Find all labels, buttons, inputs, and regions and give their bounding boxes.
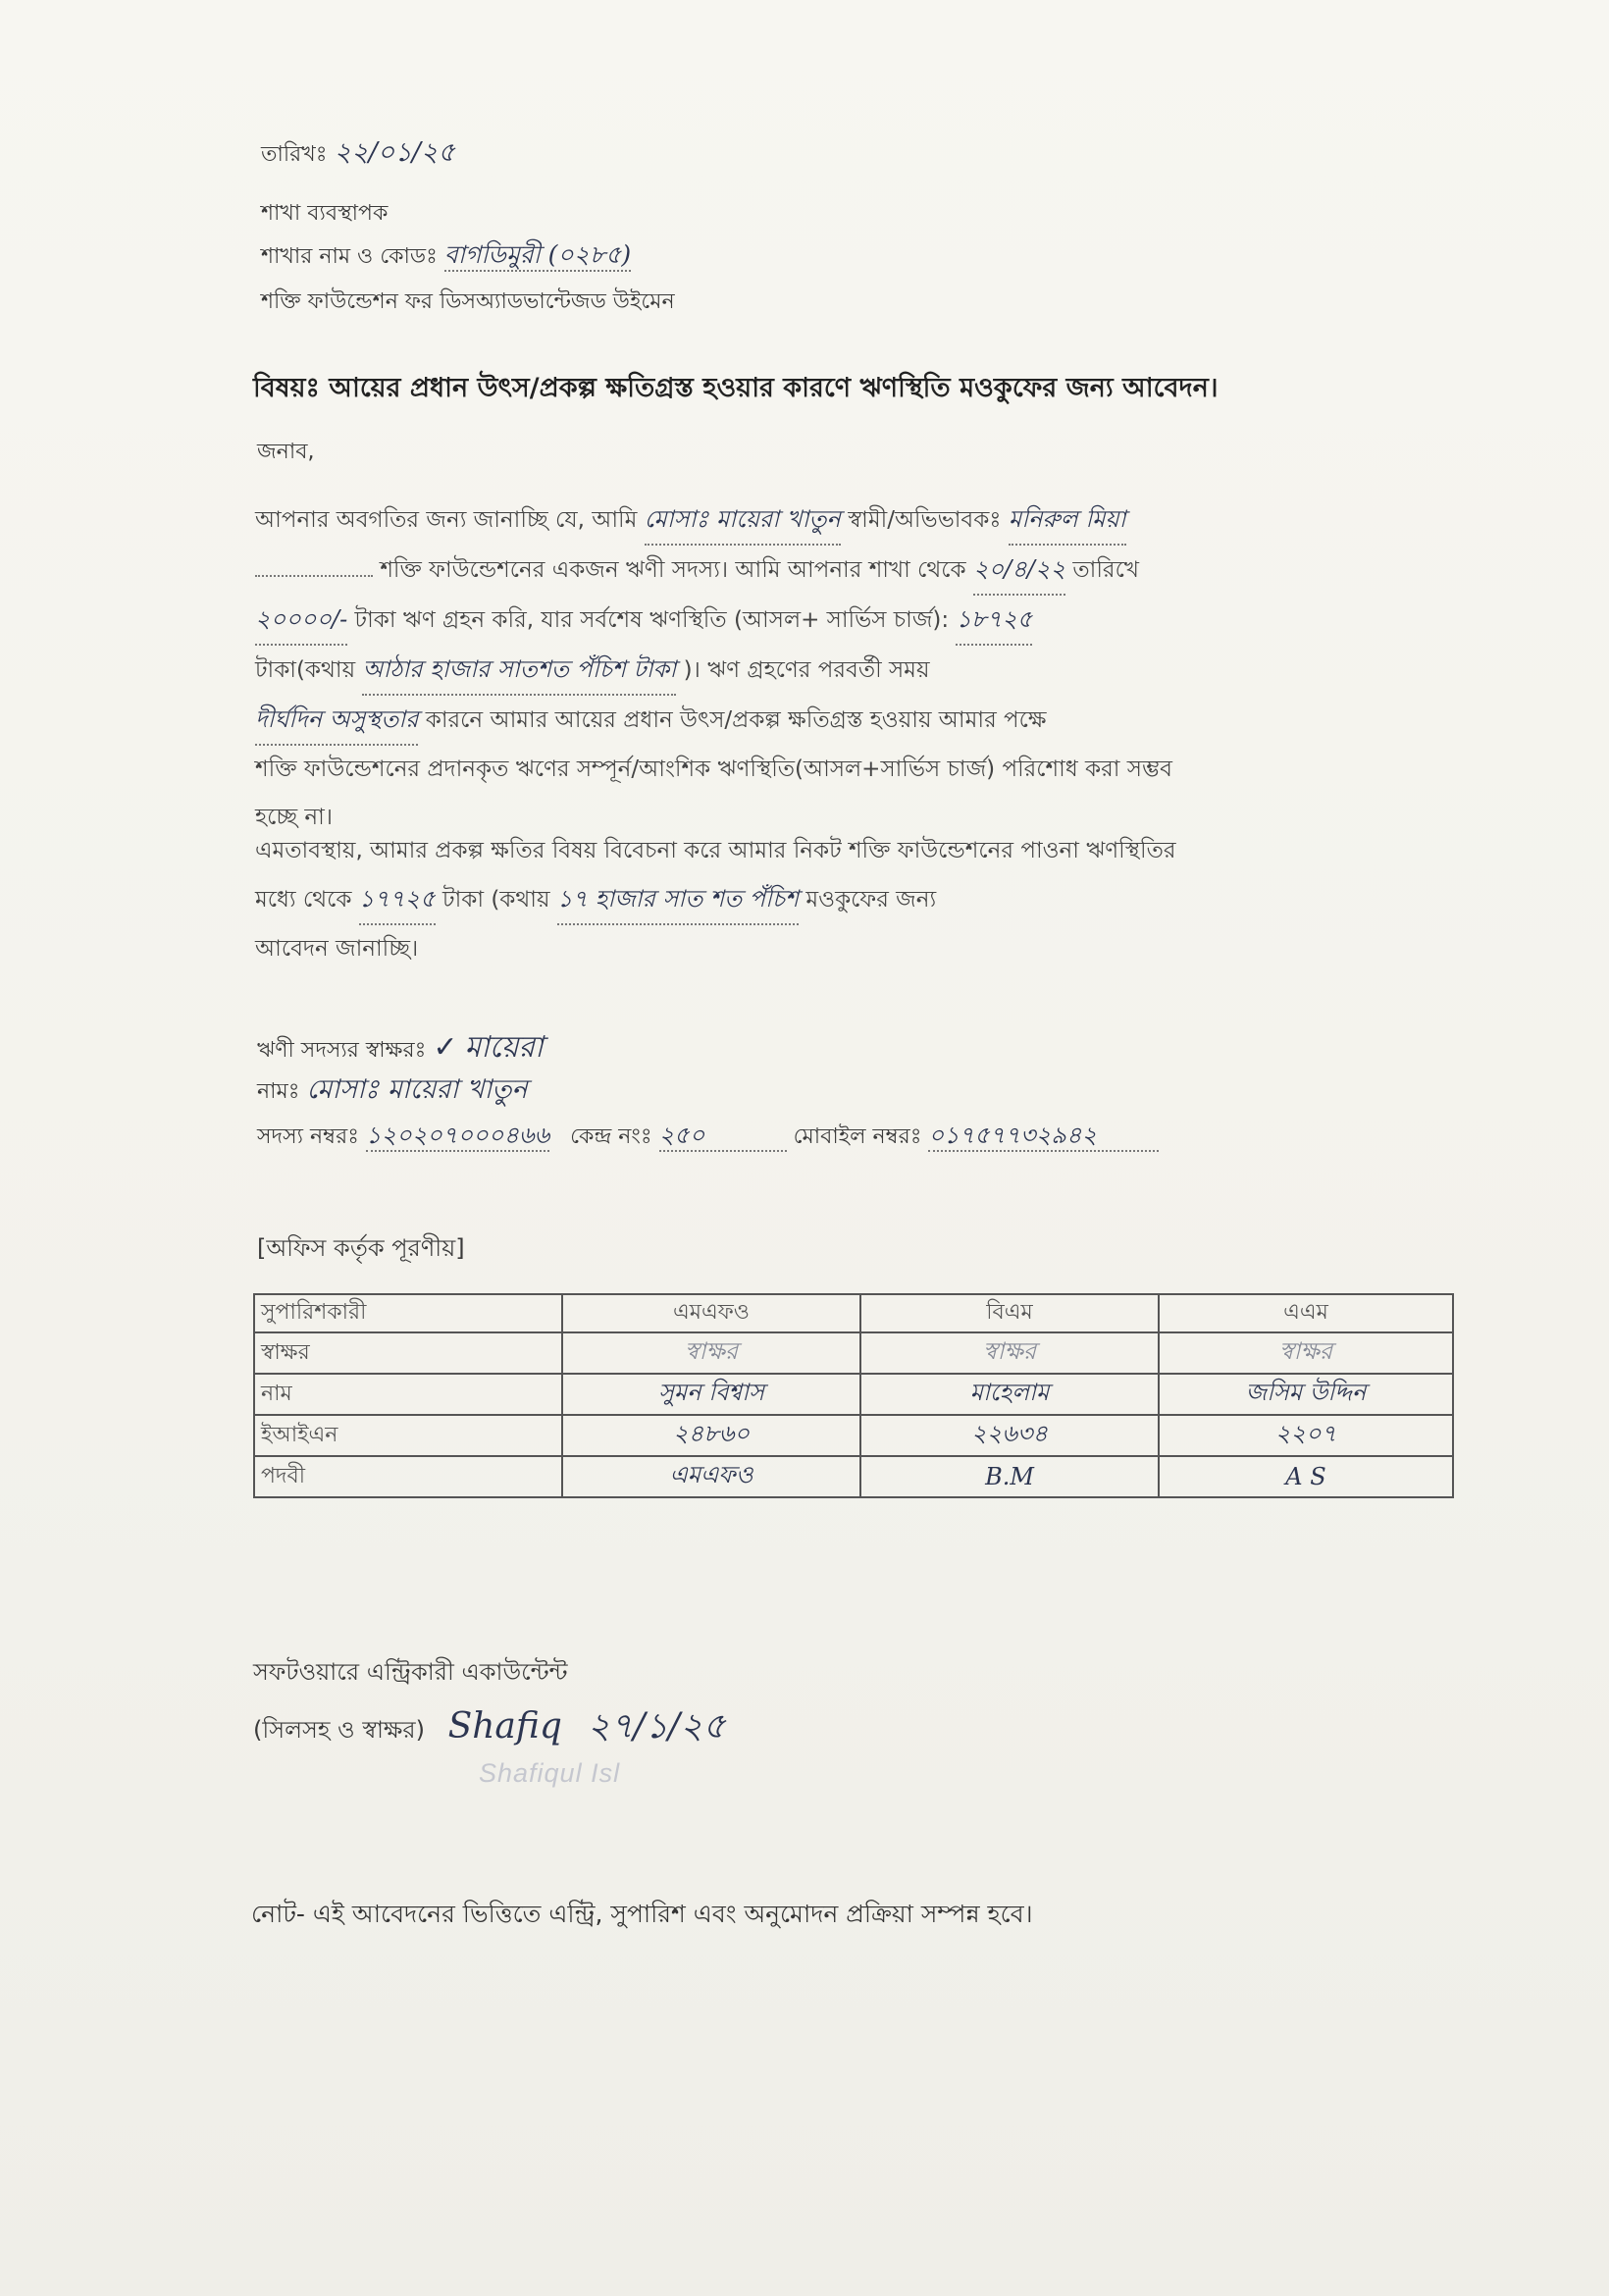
- body1-line7-text: হচ্ছে না।: [255, 805, 334, 830]
- table-cell: সুমন বিশ্বাস: [562, 1374, 860, 1415]
- table-cell: মাহেলাম: [860, 1374, 1159, 1415]
- member-id-handwritten: ১২০২০৭০০০৪৬৬: [366, 1122, 549, 1152]
- body2-line1-text: এমতাবস্থায়, আমার প্রকল্প ক্ষতির বিষয় বিবেচনা করে আমার নিকট শক্তি ফাউন্ডেশনের পাওনা ঋণস্থিতির: [255, 838, 1176, 863]
- member-id-label: সদস্য নম্বরঃ: [257, 1124, 359, 1149]
- loan-date-handwritten: ২০/৪/২২: [973, 546, 1065, 596]
- body-paragraph-1: [255, 496, 1462, 842]
- table-row: [254, 1374, 1453, 1415]
- waiver-amount-handwritten: ১৭৭২৫: [359, 875, 436, 925]
- balance-in-words-handwritten: আঠার হাজার সাতশত পঁচিশ টাকা: [362, 646, 676, 696]
- in-words-label: টাকা(কথায়: [255, 657, 356, 683]
- body1-line3-text: টাকা ঋণ গ্রহন করি, যার সর্বশেষ ঋণস্থিতি (আসল+ সার্ভিস চার্জ):: [354, 607, 950, 633]
- table-cell: ২২৬৩৪: [860, 1415, 1159, 1456]
- guardian-name-handwritten: মনিরুল মিয়া: [1009, 496, 1126, 546]
- date-value: ২২/০১/২৫: [334, 137, 455, 168]
- signature-cell: স্বাক্ষর: [562, 1332, 860, 1374]
- row-label: স্বাক্ষর: [254, 1332, 562, 1374]
- table-cell: ২২০৭: [1159, 1415, 1453, 1456]
- table-header-cell: এএম: [1159, 1294, 1453, 1332]
- body2-line2-b: টাকা (কথায়: [442, 887, 550, 913]
- organization-name: শক্তি ফাউন্ডেশন ফর ডিসঅ্যাডভান্টেজড উইমেন: [261, 289, 675, 314]
- table-row: [254, 1415, 1453, 1456]
- seal-label: (সিলসহ ও স্বাক্ষর): [253, 1716, 425, 1744]
- branch-label: শাখার নাম ও কোডঃ: [261, 244, 438, 269]
- applicant-name-handwritten: মোসাঃ মায়েরা খাতুন: [645, 496, 841, 546]
- accountant-seal-stamp: Shafiqul Isl: [479, 1758, 621, 1788]
- addressee: শাখা ব্যবস্থাপক: [261, 201, 389, 226]
- subject-line: বিষয়ঃ আয়ের প্রধান উৎস/প্রকল্প ক্ষতিগ্রস্ত হওয়ার কারণে ঋণস্থিতি মওকুফের জন্য আবেদন।: [253, 373, 1219, 403]
- member-signature: মায়েরা: [464, 1030, 544, 1065]
- reason-handwritten: দীর্ঘদিন অসুস্থতার: [255, 696, 418, 746]
- body1-line1-text: আপনার অবগতির জন্য জানাচ্ছি যে, আমি: [255, 507, 638, 533]
- loan-balance-handwritten: ১৮৭২৫: [956, 596, 1032, 646]
- branch-value: বাগডিমুরী (০২৮৫): [444, 240, 631, 272]
- branch-line: [261, 240, 631, 272]
- center-label: কেন্দ্র নংঃ: [570, 1124, 652, 1149]
- member-signature-label: ঋণী সদস্যর স্বাক্ষরঃ: [257, 1038, 427, 1063]
- mobile-number-handwritten: ০১৭৫৭৭৩২৯৪২: [928, 1122, 1159, 1152]
- body2-line2-c: মওকুফের জন্য: [805, 887, 937, 913]
- accountant-title: সফটওয়ারে এন্ট্রিকারী একাউন্টেন্ট: [253, 1658, 568, 1686]
- blank-dots: [255, 575, 373, 577]
- signature-cell: স্বাক্ষর: [860, 1332, 1159, 1374]
- member-name-label: নামঃ: [257, 1079, 300, 1104]
- table-row: [254, 1456, 1453, 1497]
- body1-line6-text: শক্তি ফাউন্ডেশনের প্রদানকৃত ঋণের সম্পূর্ন/আংশিক ঋণস্থিতি(আসল+সার্ভিস চার্জ) পরিশোধ করা সম্ভব: [255, 757, 1172, 782]
- row-label: পদবী: [254, 1456, 562, 1497]
- date-line: [261, 137, 455, 169]
- date-label: তারিখঃ: [261, 142, 328, 167]
- table-cell: ২৪৮৬০: [562, 1415, 860, 1456]
- body1-line2-end: তারিখে: [1072, 557, 1139, 583]
- row-label: ইআইএন: [254, 1415, 562, 1456]
- body1-line5-text: কারনে আমার আয়ের প্রধান উৎস/প্রকল্প ক্ষতিগ্রস্ত হওয়ায় আমার পক্ষে: [425, 707, 1047, 733]
- table-cell: B.M: [860, 1456, 1159, 1497]
- tick-mark-icon: ✓: [433, 1030, 458, 1065]
- body1-line4-text: )। ঋণ গ্রহণের পরবর্তী সময়: [683, 657, 930, 683]
- table-cell: এমএফও: [562, 1456, 860, 1497]
- member-name-handwritten: মোসাঃ মায়েরা খাতুন: [306, 1074, 528, 1105]
- body-paragraph-2: [255, 827, 1462, 973]
- accountant-seal-line: [253, 1705, 726, 1748]
- row-label: নাম: [254, 1374, 562, 1415]
- guardian-label: স্বামী/অভিভাবকঃ: [848, 507, 1002, 533]
- waiver-in-words-handwritten: ১৭ হাজার সাত শত পঁচিশ: [557, 875, 799, 925]
- table-header-cell: এমএফও: [562, 1294, 860, 1332]
- office-use-caption: [অফিস কর্তৃক পূরণীয়]: [257, 1234, 465, 1262]
- body1-line2-text: শক্তি ফাউন্ডেশনের একজন ঋণী সদস্য। আমি আপনার শাখা থেকে: [380, 557, 966, 583]
- table-cell: A S: [1159, 1456, 1453, 1497]
- salutation: জনাব,: [257, 440, 315, 464]
- footer-note: নোট- এই আবেদনের ভিত্তিতে এন্ট্রি, সুপারিশ এবং অনুমোদন প্রক্রিয়া সম্পন্ন হবে।: [251, 1900, 1033, 1928]
- loan-amount-handwritten: ২০০০০/-: [255, 596, 347, 646]
- office-recommendation-table: [253, 1293, 1454, 1498]
- body2-line3-text: আবেদন জানাচ্ছি।: [255, 936, 419, 962]
- center-number-handwritten: ২৫০: [659, 1122, 787, 1152]
- member-signature-line: [257, 1030, 544, 1066]
- member-name-line: [257, 1074, 528, 1106]
- table-row: [254, 1332, 1453, 1374]
- member-id-line: [257, 1122, 1159, 1152]
- table-header-row: [254, 1294, 1453, 1332]
- mobile-label: মোবাইল নম্বরঃ: [793, 1124, 922, 1149]
- signature-cell: স্বাক্ষর: [1159, 1332, 1453, 1374]
- table-header-cell: সুপারিশকারী: [254, 1294, 562, 1332]
- body2-line2-a: মধ্যে থেকে: [255, 887, 352, 913]
- accountant-date: ২৭/১/২৫: [587, 1706, 726, 1747]
- table-cell: জসিম উদ্দিন: [1159, 1374, 1453, 1415]
- accountant-signature: Shafiq: [447, 1706, 562, 1747]
- table-header-cell: বিএম: [860, 1294, 1159, 1332]
